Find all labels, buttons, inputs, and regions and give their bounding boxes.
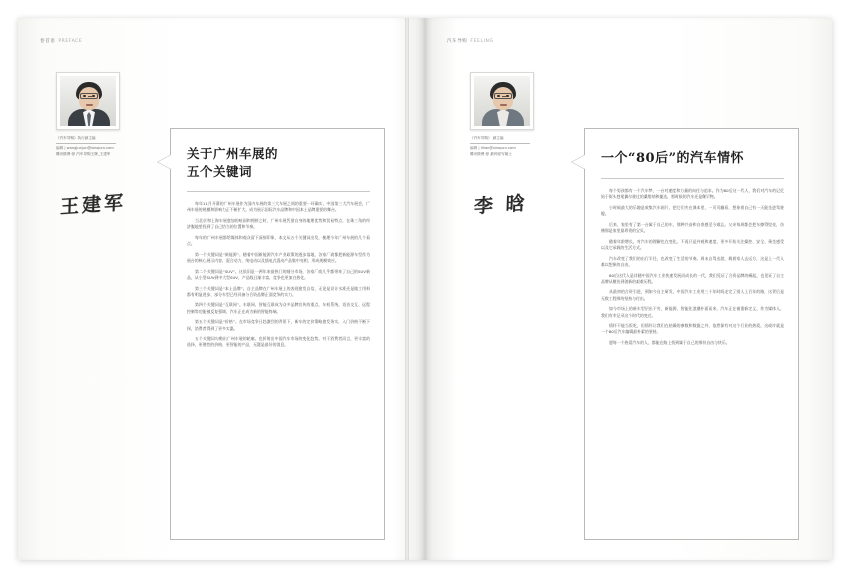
left-author-block <box>56 72 152 157</box>
right-author-signature: 李 晗 <box>473 192 528 218</box>
right-author-email: 编辑 | lihan@sinopcn.com <box>470 146 516 151</box>
paragraph: 从最初的合资引进，到如今自主研发，中国汽车工业用三十年时间走完了别人上百年的路，这背后是无数工程师的坚持与付出。 <box>601 289 784 301</box>
paragraph: 每年的广州车展都给媒体和观众留下深刻印象，本文从五个关键词出发，梳理今年广州车展的几个看点。 <box>187 234 370 247</box>
left-author-photo <box>60 76 116 126</box>
left-author-weibo: 腾讯微博 @ 汽车导购王牌_王建军 <box>56 151 111 156</box>
right-author-title: 《汽车导购》 副主编 <box>470 136 504 140</box>
right-author-caption <box>470 136 562 157</box>
left-author-signature: 王建军 <box>59 191 127 219</box>
left-article <box>170 128 385 540</box>
left-author-caption <box>56 136 148 157</box>
right-running-head <box>447 38 494 44</box>
left-article-body <box>187 201 370 353</box>
left-author-photo-frame <box>56 72 120 130</box>
right-article-bubble-tail <box>572 155 585 169</box>
left-running-head <box>40 38 82 44</box>
paragraph: 情怀不能当饭吃，但情怀让我们在枯燥的参数和数据之外，依然保有对这个行业的热爱。这或许就是一个80后汽车编辑最朴素的坚持。 <box>601 323 784 335</box>
paragraph: 每个男孩都有一个汽车梦，一台对速度和力量的向往与追求。作为80后这一代人，我们对汽车的记忆始于街头巷尾偶尔驶过的桑塔纳和捷达，那时候的汽车还是稀罕物。 <box>601 188 784 200</box>
right-author-photo <box>474 76 530 126</box>
right-running-head-cn: 汽车导购 <box>447 39 468 44</box>
left-author-title: 《汽车导购》执行副主编 <box>56 136 96 140</box>
right-headline-rule <box>601 178 784 179</box>
paragraph: 五个关键词勾勒出广州车展的轮廓，也折射出中国汽车市场的变化趋势。对于消费者而言，更丰富的选择、更理性的价格、更智能的产品，无疑是最好的消息。 <box>187 336 370 348</box>
right-article-headline: 一个“80后”的汽车情怀 <box>601 151 745 166</box>
right-caption-rule <box>470 143 530 144</box>
left-headline-line1: 关于广州车展的 <box>187 146 279 161</box>
paragraph: 愿每一个热爱汽车的人，都能在路上找到属于自己的那份自由与快乐。 <box>609 340 730 346</box>
paragraph: 汽车改变了我们的出行半径，也改变了生活的节奏。周末自驾出游，载着家人去远方，这是上一代人难以想象的自由。 <box>601 255 784 267</box>
paragraph: 第三个关键词是“本土品牌”。自主品牌在广州车展上的表现愈发自信，无论是设计水准还是做工用料都有明显进步，部分车型已经具备与合资品牌正面竞争的实力。 <box>187 285 370 297</box>
paragraph: 第四个关键词是“互联网”。车联网、智能互联成为众多品牌宣传的重点，车机系统、语音交互、远程控制等功能被反复强调，汽车正在成为新的智能终端。 <box>187 302 370 314</box>
paragraph: 后来，家里有了第一台属于自己的车，那种兴奋和自豪感至今难忘。父亲每周都会把车擦得锃亮，仿佛那是家里最珍贵的宝贝。 <box>601 221 784 234</box>
left-article-headline <box>187 145 370 181</box>
paragraph: 如今市场上的新车型层出不穷，新能源、智能化浪潮扑面而来，汽车正在被重新定义。作为媒体人，我们有幸记录这个时代的变迁。 <box>601 306 784 318</box>
magazine-spread <box>18 18 832 560</box>
paragraph: 小时候最大的乐趣是收集汽车画片，把它们夹在课本里，一页页翻看，想象着自己有一天能坐进驾驶舱。 <box>601 204 784 217</box>
right-author-weibo: 腾讯微博 @ 最帅爱写稿士 <box>470 151 512 156</box>
paragraph: 第一个关键词是“新能源”。随着中国新能源汽车产业政策的逐步落地，各家厂商都把新能源车型作为展台的核心展示内容，混合动力、纯电动以及插电式混动产品集中亮相，形成规模效应。 <box>187 251 370 263</box>
left-article-bubble-tail <box>158 155 171 169</box>
left-page <box>18 18 425 560</box>
right-running-head-en: FEELING <box>470 39 494 44</box>
paragraph: 第二个关键词是“SUV”。这依旧是一两年来最热门的细分市场，各家厂商几乎都带来了自己的SUV新品，从小型SUV到中大型SUV，产品线日渐丰富，竞争也更加白热化。 <box>187 268 370 280</box>
right-article <box>584 128 799 540</box>
left-headline-line2: 五个关键词 <box>187 164 253 179</box>
right-author-photo-frame <box>470 72 534 130</box>
left-headline-rule <box>187 191 370 192</box>
left-caption-rule <box>56 143 116 144</box>
paragraph: 当北京和上海车展愈加的喧闹和拥挤之时，广州车展凭借自身的地理优势和贸易特点，在珠三角的经济腹地里找到了自己恰当的位置和节奏。 <box>187 217 370 230</box>
paragraph: 每年11月开幕的广州车展作为国内车展的第三大车展之间的重要一环确实，中国第三大汽车展会，广州车展的规模和影响力正不断扩大，成为展示国际汽车品牌和中国本土品牌重要的舞台。 <box>187 201 370 213</box>
left-running-head-en: PREFACE <box>58 39 83 44</box>
right-article-body <box>601 188 784 351</box>
left-running-head-cn: 卷首语 <box>40 39 56 44</box>
left-author-email: 编辑 | wangjunjun@sinopcn.com <box>56 146 114 151</box>
paragraph: 随着年龄增长，对汽车的理解也在变化。不再只是外观和速度，更多开始关注操控、安全、乘坐感受以及它承载的生活方式。 <box>601 238 784 250</box>
paragraph: 80后这代人是伴随中国汽车工业快速发展而成长的一代，我们见证了合资品牌的崛起，也见证了自主品牌从模仿到创新的艰难历程。 <box>601 272 784 284</box>
right-author-block <box>470 72 566 157</box>
paragraph: 第五个关键词是“价格”。在市场竞争日趋激烈的背景下，新车的定价策略愈发务实，入门价格不断下探，消费者得到了更多实惠。 <box>187 319 370 331</box>
